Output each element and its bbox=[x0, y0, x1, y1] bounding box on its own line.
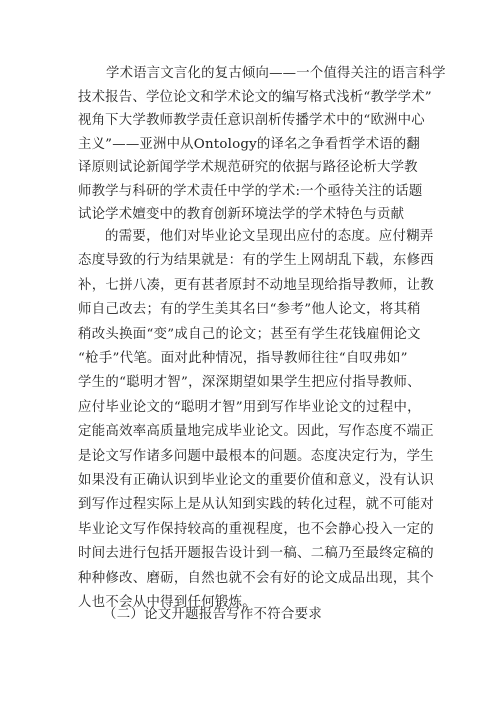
body-line: 态度导致的行为结果就是：有的学生上网胡乱下载，东修西 bbox=[78, 253, 434, 269]
title-line: 技术报告、学位论文和学术论文的编写格式浅析“教学学术” bbox=[78, 89, 432, 105]
title-paragraph bbox=[78, 62, 446, 227]
body-line: 是论文写作诸多问题中最根本的问题。态度决定行为，学生 bbox=[78, 448, 434, 464]
body-line: 补，七拼八凑，更有甚者原封不动地呈现给指导教师，让教 bbox=[78, 277, 434, 293]
body-line: 到写作过程实际上是从认知到实践的转化过程，就不可能对 bbox=[78, 497, 434, 513]
body-line: 定能高效率高质量地完成毕业论文。因此，写作态度不端正 bbox=[78, 424, 434, 440]
body-line: 应付毕业论文的“聪明才智”用到写作毕业论文的过程中， bbox=[78, 399, 421, 415]
body-line: 种种修改、磨砺，自然也就不会有好的论文成品出现，其个 bbox=[78, 570, 434, 586]
title-line: 试论学术嬗变中的教育创新环境法学的学术特色与贡献 bbox=[78, 207, 405, 222]
body-line: 学生的“聪明才智”，深深期望如果学生把应付指导教师、 bbox=[78, 375, 421, 391]
body-line: 稍改头换面“变”成自己的论文；甚至有学生花钱雇佣论文 bbox=[78, 326, 421, 342]
body-line: 时间去进行包括开题报告设计到一稿、二稿乃至最终定稿的 bbox=[78, 546, 434, 562]
body-line: 师自己改去；有的学生美其名曰“参考”他人论文，将其稍 bbox=[78, 302, 421, 318]
section-heading: （二）论文开题报告写作不符合要求 bbox=[103, 607, 323, 622]
title-line: 学术语言文言化的复古倾向——一个值得关注的语言科学 bbox=[106, 66, 446, 81]
body-line: 的需要，他们对毕业论文呈现出应付的态度。应付糊弄 bbox=[105, 229, 434, 244]
title-line: 主义”——亚洲中从Ontology的译名之争看哲学术语的翻 bbox=[78, 136, 420, 152]
body-line: 人也不会从中得到任何锻炼。 bbox=[78, 595, 256, 611]
body-line: “枪手”代笔。面对此种情况，指导教师往往“自叹弗如” bbox=[78, 351, 408, 367]
body-paragraph bbox=[78, 225, 433, 616]
body-line: 如果没有正确认识到毕业论文的重要价值和意义，没有认识 bbox=[78, 473, 434, 489]
title-line: 视角下大学教师教学责任意识剖析传播学术中的“欧洲中心 bbox=[78, 113, 425, 128]
title-line: 师教学与科研的学术责任中学的学术:一个亟待关注的话题 bbox=[78, 183, 423, 199]
body-line: 毕业论文写作保持较高的重视程度，也不会静心投入一定的 bbox=[78, 521, 434, 537]
title-line: 译原则试论新闻学学术规范研究的依据与路径论析大学教 bbox=[78, 160, 418, 175]
